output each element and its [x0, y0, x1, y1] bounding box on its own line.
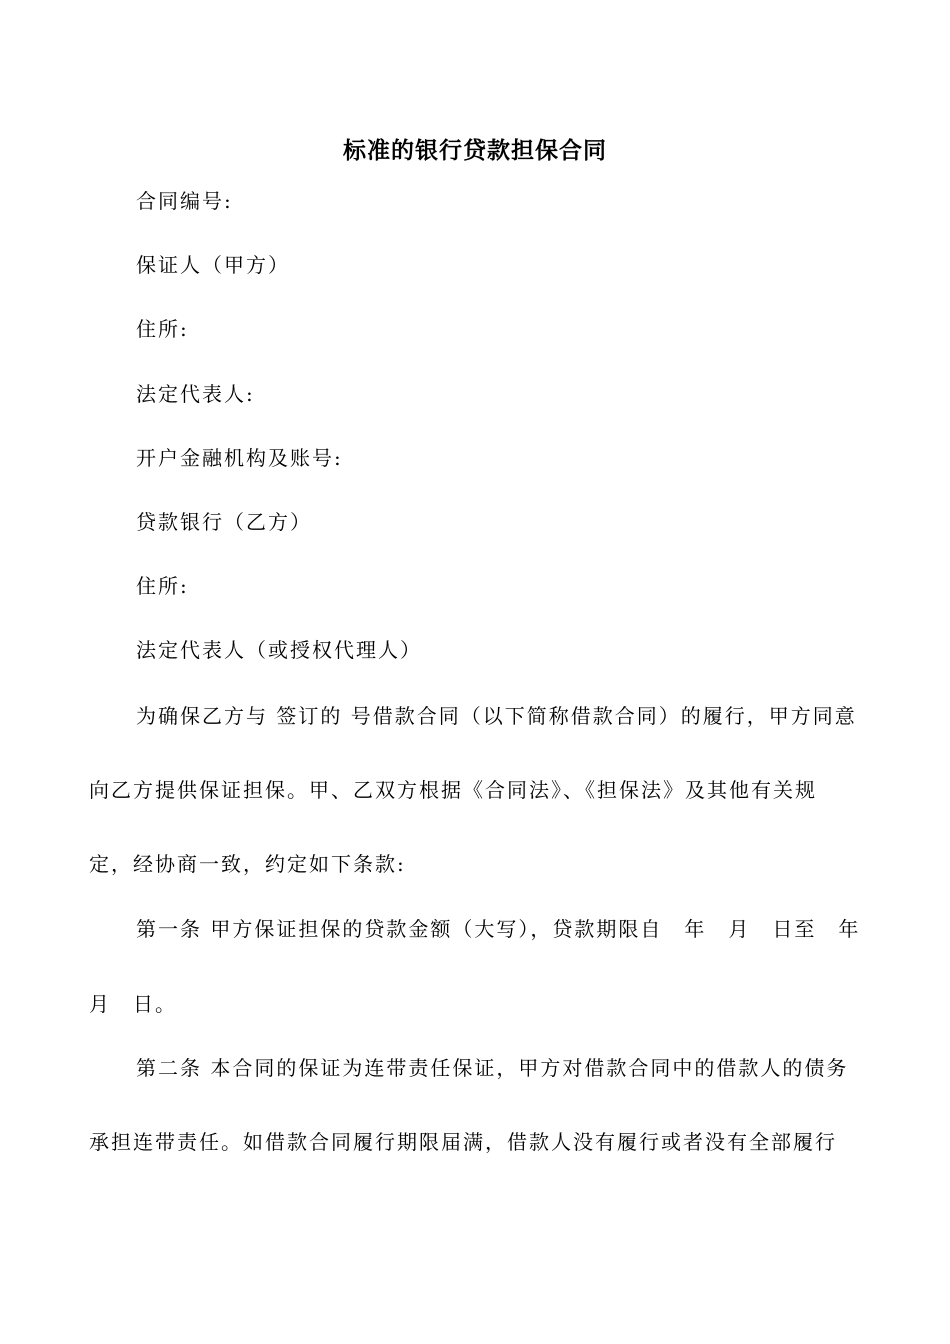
article1-line2: 月 日。 [89, 992, 177, 1016]
field-lender-bank: 贷款银行（乙方） [136, 510, 312, 534]
field-contract-number: 合同编号: [136, 189, 233, 213]
paragraph1-line1: 为确保乙方与 签订的 号借款合同（以下简称借款合同）的履行，甲方同意 [136, 704, 857, 728]
article2-line2: 承担连带责任。如借款合同履行期限届满，借款人没有履行或者没有全部履行 [89, 1130, 837, 1154]
field-bank-account: 开户金融机构及账号: [136, 446, 343, 470]
document-title: 标准的银行贷款担保合同 [343, 137, 607, 164]
article1-line1: 第一条 甲方保证担保的贷款金额（大写），贷款期限自 年 月 日至 年 [136, 917, 861, 941]
field-guarantor-legal-rep: 法定代表人: [136, 382, 255, 406]
article2-line1: 第二条 本合同的保证为连带责任保证，甲方对借款合同中的借款人的债务 [136, 1056, 849, 1080]
field-lender-legal-rep: 法定代表人（或授权代理人） [136, 638, 422, 662]
field-guarantor-address: 住所: [136, 317, 189, 341]
paragraph1-line2: 向乙方提供保证担保。甲、乙双方根据《合同法》、《担保法》及其他有关规 [89, 778, 817, 802]
field-lender-address: 住所: [136, 574, 189, 598]
paragraph1-line3: 定，经协商一致，约定如下条款: [89, 852, 406, 876]
field-guarantor: 保证人（甲方） [136, 253, 290, 277]
